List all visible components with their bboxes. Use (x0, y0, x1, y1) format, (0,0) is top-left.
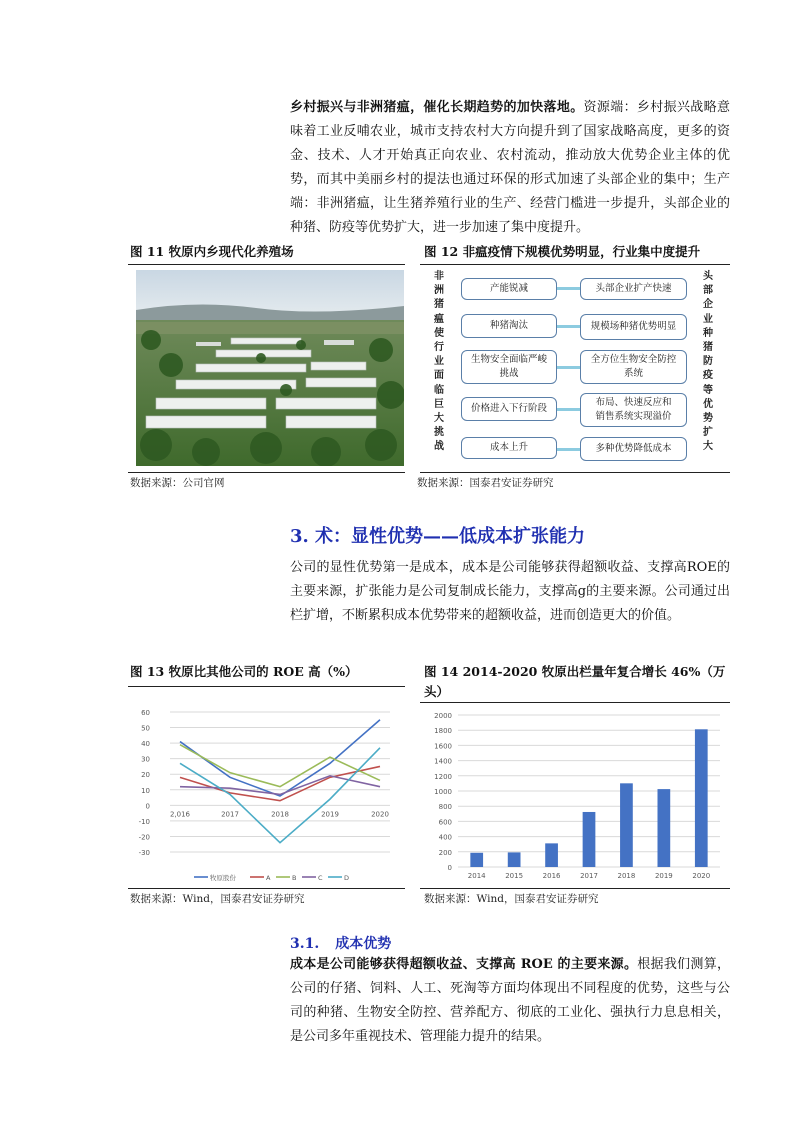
fig12-bottom-rule (420, 472, 730, 473)
y-tick-label: 1200 (434, 772, 452, 781)
fig12-right-box: 布局、快速反应和销售系统实现溢价 (580, 393, 687, 427)
x-tick-label: 2017 (221, 810, 239, 819)
fig12-right-box: 全方位生物安全防控系统 (580, 350, 687, 384)
section-3-1-heading (290, 933, 391, 953)
fig12-left-box: 产能锐减 (461, 278, 557, 300)
diagram-connector (556, 287, 580, 290)
legend-label: A (266, 874, 271, 882)
y-tick-label: 200 (438, 848, 452, 857)
fig12-left-box: 成本上升 (461, 437, 557, 459)
fig12-source: 数据来源：国泰君安证券研究 (417, 477, 554, 489)
intro-paragraph (290, 96, 730, 240)
section-3-body: 公司的显性优势第一是成本，成本是公司能够获得超额收益、支撑高ROE的主要来源，扩张能力是公司复制成长能力，支撑高g的主要来源。公司通过出栏扩增，不断累积成本优势带来的超额收益，进而创造更大的价值。 (290, 560, 730, 623)
section-3-1-number: 3.1. (290, 936, 320, 952)
fig14-bottom-rule (420, 888, 730, 889)
x-tick-label: 2,016 (169, 810, 191, 819)
y-tick-label: -10 (138, 817, 150, 826)
fig11-top-rule (128, 264, 405, 265)
fig12-left-box: 种猪淘汰 (461, 314, 557, 338)
y-tick-label: 20 (141, 771, 150, 780)
y-tick-label: 40 (141, 740, 150, 749)
output-bar-chart (420, 705, 730, 885)
y-tick-label: -20 (138, 833, 150, 842)
fig12-left-label: 非洲猪瘟使行业面临巨大挑战 (434, 271, 444, 453)
fig11-source: 数据来源：公司官网 (130, 477, 225, 489)
diagram-connector (556, 366, 580, 369)
x-tick-label: 2014 (467, 872, 486, 880)
section-3-1-title: 成本优势 (335, 936, 392, 952)
y-tick-label: 400 (438, 833, 452, 842)
fig12-right-box: 头部企业扩产快速 (580, 278, 687, 300)
y-tick-label: 30 (141, 755, 150, 764)
legend-label: B (292, 874, 297, 882)
fig11-bottom-rule (128, 472, 405, 473)
fig13-top-rule (128, 686, 405, 687)
y-tick-label: 1600 (434, 742, 452, 751)
y-tick-label: 600 (438, 818, 452, 827)
bar-2019 (657, 789, 670, 867)
diagram-connector (556, 325, 580, 328)
diagram-connector (556, 448, 580, 451)
bar-2018 (620, 783, 633, 867)
x-tick-label: 2020 (371, 810, 389, 819)
fig14-source: 数据来源：Wind，国泰君安证券研究 (424, 893, 599, 905)
fig12-right-box: 多种优势降低成本 (580, 437, 687, 461)
y-tick-label: 50 (141, 724, 150, 733)
roe-line-chart (128, 700, 405, 888)
x-tick-label: 2015 (505, 872, 524, 880)
fig13-source: 数据来源：Wind，国泰君安证券研究 (130, 893, 305, 905)
bar-2016 (545, 843, 558, 867)
section-3-heading: 3. 术：显性优势——低成本扩张能力 (290, 526, 586, 547)
x-tick-label: 2016 (542, 872, 561, 880)
fig13-bottom-rule (128, 888, 405, 889)
bar-2020 (695, 729, 708, 867)
fig12-left-box: 生物安全面临严峻挑战 (461, 350, 557, 384)
y-tick-label: 0 (145, 802, 150, 811)
fig13-title: 图 13 牧原比其他公司的 ROE 高（%） (130, 664, 358, 679)
legend-label: 牧原股份 (210, 874, 236, 882)
y-tick-label: 1800 (434, 727, 452, 736)
section-3-1-rest: 根据我们测算，公司的仔猪、饲料、人工、死淘等方面均体现出不同程度的优势，这些与公司的种猪、生物安全防控、营养配方、彻底的工业化、强执行力息息相关，是公司多年重视技术、管理能力提升的结果。 (290, 957, 730, 1044)
intro-bold-lead: 乡村振兴与非洲猪瘟，催化长期趋势的加快落地。 (290, 100, 584, 115)
x-tick-label: 2017 (580, 872, 598, 880)
fig12-title: 图 12 非瘟疫情下规模优势明显，行业集中度提升 (424, 244, 701, 259)
x-tick-label: 2019 (654, 872, 673, 880)
fig12-top-rule (420, 264, 730, 265)
intro-body: 资源端：乡村振兴战略意味着工业反哺农业，城市支持农村大方向提升到了国家战略高度，更多的资金、技术、人才开始真正向农业、农村流动，推动放大优势企业主体的优势，而其中美丽乡村的提法也通过环保的形式加速了头部企业的集中；生产端：非洲猪瘟，让生猪养殖行业的生产、经营门槛进一步提升，头部企业的种猪、防疫等优势扩大，进一步加速了集中度提升。 (290, 100, 730, 235)
x-tick-label: 2018 (271, 810, 289, 819)
legend-label: C (318, 874, 323, 882)
fig12-left-box: 价格进入下行阶段 (461, 397, 557, 421)
fig14-top-rule (420, 702, 730, 703)
y-tick-label: 1400 (434, 757, 452, 766)
series-line-牧原股份 (180, 720, 380, 796)
x-tick-label: 2018 (617, 872, 636, 880)
section-3-1-bold-lead: 成本是公司能够获得超额收益、支撑高 ROE 的主要来源。 (290, 957, 638, 972)
bar-2017 (583, 812, 596, 867)
x-tick-label: 2019 (321, 810, 339, 819)
fig11-title: 图 11 牧原内乡现代化养殖场 (130, 244, 294, 259)
y-tick-label: 60 (141, 709, 150, 717)
fig14-title: 图 14 2014-2020 牧原出栏量年复合增长 46%（万头） (424, 664, 726, 699)
y-tick-label: 10 (141, 786, 150, 795)
legend-label: D (344, 874, 350, 882)
section-3-1-body (290, 953, 730, 1049)
y-tick-label: 0 (447, 864, 452, 872)
y-tick-label: 1000 (434, 788, 452, 796)
bar-2015 (508, 852, 521, 867)
y-tick-label: -30 (138, 849, 150, 857)
diagram-connector (556, 408, 580, 411)
y-tick-label: 800 (438, 803, 452, 812)
y-tick-label: 2000 (434, 712, 452, 720)
farm-photo (136, 270, 404, 466)
fig12-right-label: 头部企业种猪防疫等优势扩大 (703, 271, 713, 453)
x-tick-label: 2020 (692, 872, 711, 880)
fig12-right-box: 规模场种猪优势明显 (580, 314, 687, 340)
bar-2014 (470, 853, 483, 867)
